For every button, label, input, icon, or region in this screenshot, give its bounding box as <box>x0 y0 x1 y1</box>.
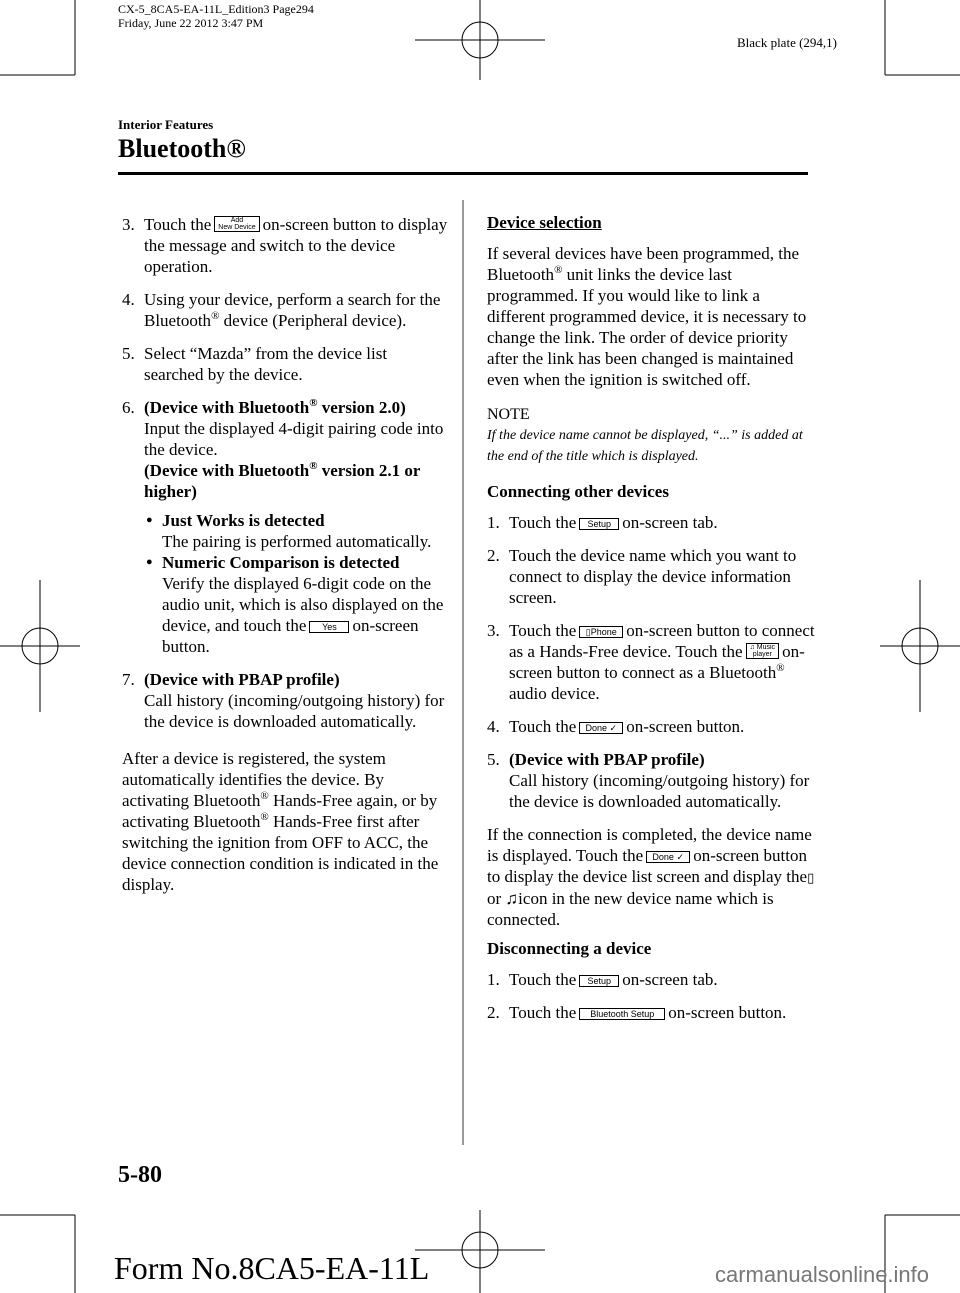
connect-step-5 <box>487 749 817 812</box>
step-text: Call history (incoming/outgoing history) for the device is downloaded automatically. <box>509 771 810 811</box>
step-text: Touch the <box>144 215 212 234</box>
bullet-text-part: Verify the displayed 6-digit code on the audio unit, which is also displayed on the device, and touch the <box>162 574 444 635</box>
step-text: Touch the <box>509 1003 577 1022</box>
bullet-title: Just Works is detected <box>162 511 325 530</box>
heading-text: version 2.0) <box>317 398 406 417</box>
paragraph-text: Hands-Free again, or by activating Bluetooth <box>122 791 438 831</box>
step-7 <box>122 669 450 732</box>
registered-mark: ® <box>776 662 785 674</box>
step-text: Select “Mazda” from the device list searched by the device. <box>144 344 388 384</box>
button-label: Done <box>652 852 674 862</box>
button-label-line1: Music <box>756 644 776 651</box>
connection-paragraph <box>122 748 450 895</box>
bullet-title: Numeric Comparison is detected <box>162 553 400 572</box>
step-number: 4. <box>122 290 135 309</box>
right-column <box>487 212 817 1035</box>
phone-icon: ▯ <box>585 627 591 637</box>
done-button <box>579 722 623 734</box>
step-number: 1. <box>487 513 500 532</box>
button-label: Done <box>585 723 607 733</box>
heading-text: version 2.1 or higher) <box>144 461 421 501</box>
registered-mark: ® <box>554 264 563 276</box>
step-text: Call history (incoming/outgoing history) for the device is downloaded automatically. <box>144 691 445 731</box>
bluetooth-setup-button: Bluetooth Setup <box>579 1008 665 1020</box>
check-circle-icon: ✓ <box>676 852 684 862</box>
registered-mark: ® <box>309 397 318 409</box>
step-text: on-screen tab. <box>622 513 718 532</box>
paragraph-text: If several devices have been programmed, the Bluetooth <box>487 244 799 284</box>
step-text: on-screen button. <box>668 1003 787 1022</box>
setup-tab: Setup <box>579 518 619 530</box>
check-circle-icon: ✓ <box>609 723 618 733</box>
bullet-text: The pairing is performed automatically. <box>162 532 432 551</box>
note-text: If the device name cannot be displayed, “...” is added at the end of the title which is displayed. <box>487 428 803 464</box>
connect-step-2 <box>487 545 817 608</box>
registered-mark: ® <box>260 790 269 802</box>
plate-label: Black plate (294,1) <box>737 35 837 50</box>
page-title: Bluetooth® <box>118 134 246 163</box>
step-number: 2. <box>487 1003 500 1022</box>
paragraph-text: or <box>487 889 502 908</box>
bullet-text <box>162 573 450 657</box>
header-rule <box>118 172 808 175</box>
button-label-line2: New Device <box>218 224 256 231</box>
music-player-button <box>746 643 779 659</box>
button-label: Phone <box>590 627 617 637</box>
music-note-icon: ♫ <box>505 889 519 908</box>
step-text: Using your device, perform a search for the Bluetooth <box>144 290 441 330</box>
print-header-line2: Friday, June 22 2012 3:47 PM <box>118 16 264 30</box>
form-number: Form No.8CA5-EA-11L <box>114 1250 430 1286</box>
disconnect-step-2 <box>487 1002 817 1023</box>
connect-step-1 <box>487 512 817 533</box>
paragraph-text: icon in the new device name which is connected. <box>487 889 774 929</box>
done-button <box>646 851 690 863</box>
registered-mark: ® <box>260 811 269 823</box>
bullet-text-part: on-screen button. <box>162 616 419 656</box>
step-number: 6. <box>122 398 135 417</box>
chapter-label: Interior Features <box>118 117 214 132</box>
step-number: 7. <box>122 670 135 689</box>
disconnecting-heading: Disconnecting a device <box>487 939 652 958</box>
connect-step-3 <box>487 620 817 704</box>
page-number: 5-80 <box>118 1162 162 1188</box>
yes-button: Yes <box>309 621 349 633</box>
step-text: device (Peripheral device). <box>219 311 407 330</box>
watermark: carmanualsonline.info <box>715 1262 930 1287</box>
step-3 <box>122 214 450 277</box>
step-5 <box>122 343 450 385</box>
step-6 <box>122 397 450 657</box>
disconnect-step-1 <box>487 969 817 990</box>
step-heading: (Device with PBAP profile) <box>144 670 340 689</box>
print-header-line1: CX-5_8CA5-EA-11L_Edition3 Page294 <box>118 2 314 16</box>
step-number: 2. <box>487 546 500 565</box>
bullet-icon: ● <box>146 556 153 568</box>
step-text: on-screen tab. <box>622 970 718 989</box>
button-label-line1: Add <box>230 217 244 224</box>
step-text: Touch the <box>509 513 577 532</box>
step-text: Touch the <box>509 621 577 640</box>
step-number: 1. <box>487 970 500 989</box>
step-number: 5. <box>122 344 135 363</box>
connecting-heading: Connecting other devices <box>487 482 669 501</box>
phone-button <box>579 626 623 638</box>
step-number: 3. <box>122 215 135 234</box>
step-text: on-screen button to connect as a Hands-Free device. Touch the <box>509 621 815 661</box>
phone-icon: ▯ <box>807 870 815 885</box>
step-text: on-screen button to connect as a Bluetooth <box>509 642 805 682</box>
print-header <box>118 2 314 30</box>
step-4 <box>122 289 450 331</box>
paragraph-text: unit links the device last programmed. If you would like to link a different programmed device, it is necessary to change the link. The order of device priority after the link has been changed is maintained even when the ignition is switched off. <box>487 265 807 389</box>
step-heading <box>144 397 450 418</box>
step-number: 3. <box>487 621 500 640</box>
connection-complete-paragraph <box>487 824 817 930</box>
paragraph-text: After a device is registered, the system automatically identifies the device. By activating Bluetooth <box>122 749 386 810</box>
step-text: on-screen button to display the message and switch to the device operation. <box>144 215 448 276</box>
paragraph-text: If the connection is completed, the device name is displayed. Touch the <box>487 825 812 865</box>
step-text: audio device. <box>509 684 600 703</box>
step-text: Touch the <box>509 717 577 736</box>
device-selection-heading: Device selection <box>487 213 602 232</box>
step-text: Input the displayed 4-digit pairing code into the device. <box>144 419 444 459</box>
step-text: Touch the device name which you want to connect to display the device information screen. <box>509 546 797 607</box>
paragraph-text: on-screen button to display the device list screen and display the <box>487 846 808 886</box>
step-heading: (Device with PBAP profile) <box>509 750 705 769</box>
setup-tab: Setup <box>579 975 619 987</box>
music-note-icon: ♫ <box>749 644 755 651</box>
note-title: NOTE <box>487 406 530 423</box>
step-text: on-screen button. <box>626 717 745 736</box>
heading-text: (Device with Bluetooth <box>144 461 310 480</box>
step-heading <box>144 460 450 502</box>
registered-mark: ® <box>211 310 220 322</box>
bullet-item <box>144 552 450 657</box>
button-label-line2: player <box>752 651 772 658</box>
left-column <box>122 214 450 895</box>
add-new-device-button <box>214 216 259 232</box>
connect-step-4 <box>487 716 817 737</box>
step-number: 4. <box>487 717 500 736</box>
step-number: 5. <box>487 750 500 769</box>
device-selection-paragraph <box>487 243 817 390</box>
step-text: Touch the <box>509 970 577 989</box>
heading-text: (Device with Bluetooth <box>144 398 310 417</box>
paragraph-text: Hands-Free first after switching the ignition from OFF to ACC, the device connection condition is indicated in the display. <box>122 812 439 894</box>
bullet-icon: ● <box>146 514 153 526</box>
bullet-item <box>144 510 450 552</box>
registered-mark: ® <box>309 460 318 472</box>
